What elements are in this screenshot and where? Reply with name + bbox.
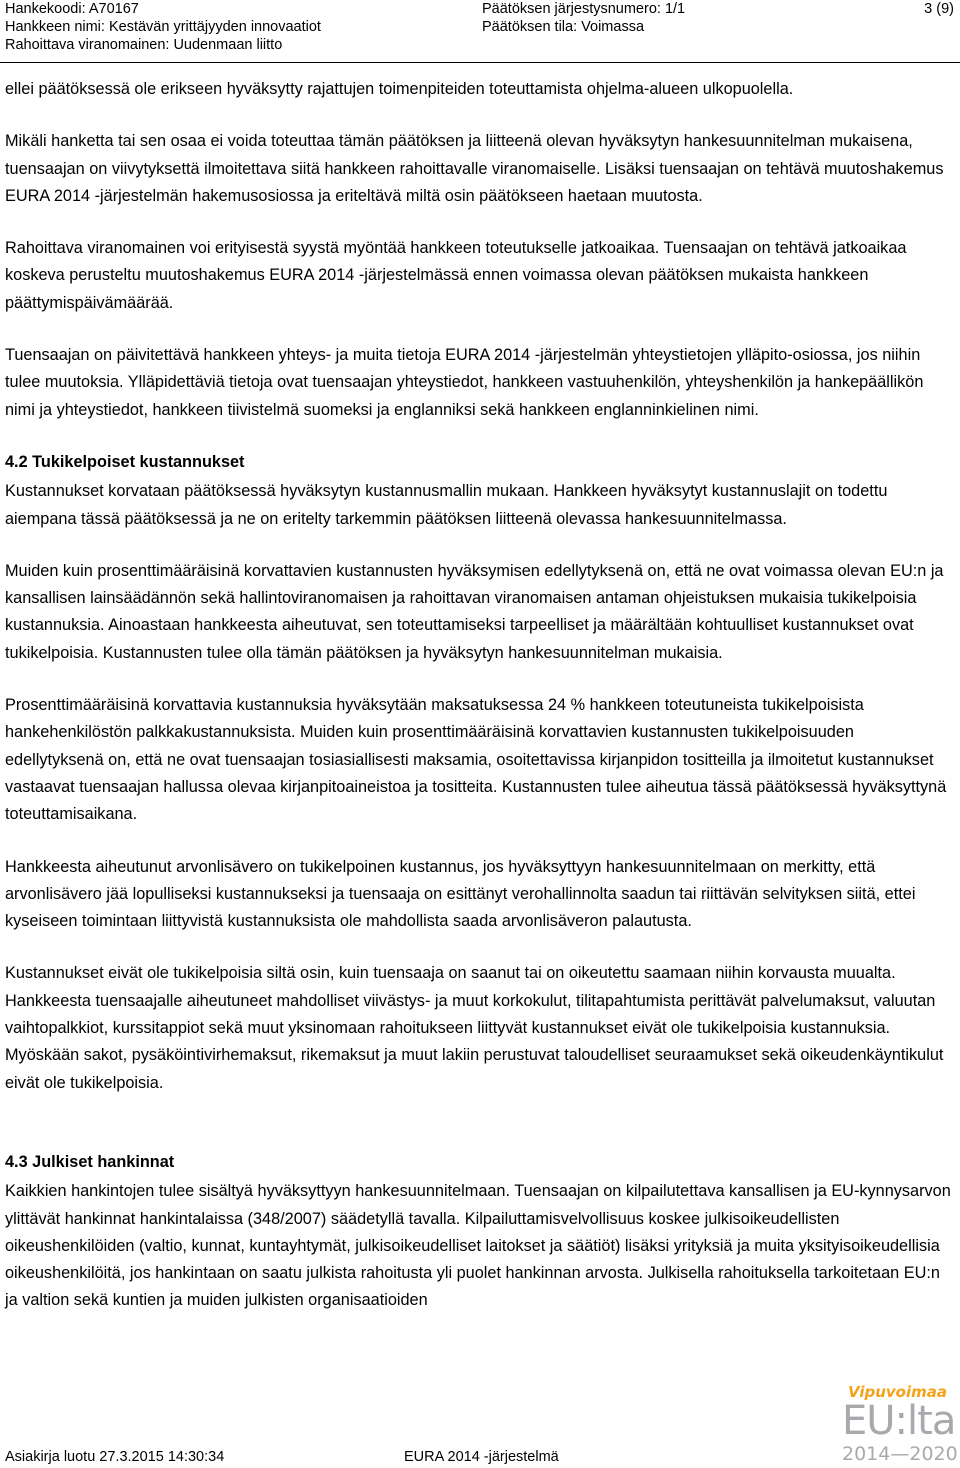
project-code: Hankekoodi: A70167 — [5, 1, 139, 17]
funding-authority: Rahoittava viranomainen: Uudenmaan liitto — [5, 37, 283, 53]
project-name: Hankkeen nimi: Kestävän yrittäjyyden innovaatiot — [5, 19, 321, 35]
paragraph: Mikäli hanketta tai sen osaa ei voida toteuttaa tämän päätöksen ja liitteenä olevan hyväksytyn hankesuunnitelman mukaisena, tuensaajan on viivytyksettä ilmoitettava siitä hankkeen rahoittavalle viranomaiselle. Lisäksi tuensaajan on tehtävä muutoshakemus EURA 2014 -järjestelmän hakemusosiossa ja eriteltävä miltä osin päätökseen haetaan muutosta. — [5, 132, 944, 205]
logo-tagline: Vipuvoimaa — [848, 1383, 948, 1401]
paragraph: Rahoittava viranomainen voi erityisestä syystä myöntää hankkeen toteutukselle jatkoaikaa. Tuensaajan on tehtävä jatkoaikaa koskeva perusteltu muutoshakemus EURA 2014 -järjestelmässä ennen voimassa olevan päätöksen mukaista hankkeen päättymispäivämäärää. — [5, 239, 907, 312]
eu-funding-logo — [830, 1383, 958, 1467]
paragraph: ellei päätöksessä ole erikseen hyväksytty rajattujen toimenpiteiden toteuttamista ohjelma-alueen ulkopuolella. — [5, 80, 794, 98]
document-body — [5, 76, 955, 1340]
paragraph: Kustannukset korvataan päätöksessä hyväksytyn kustannusmallin mukaan. Hankkeen hyväksytyt kustannuslajit on todettu aiempana tässä päätöksessä ja ne on eritelty tarkemmin päätöksen liitteenä olevassa hankesuunnitelmassa. — [5, 482, 888, 528]
paragraph: Kustannukset eivät ole tukikelpoisia siltä osin, kuin tuensaaja on saanut tai on oikeutettu saamaan niihin korvausta muualta. Hankkeesta tuensaajalle aiheutuneet mahdolliset viivästys- ja muut korkokulut, tilitapahtumista perittävät palvelumaksut, valuutan vaihtopalkkiot, kurssitappiot sekä muut yksinomaan rahoitukseen liittyvät kustannukset eivät ole tukikelpoisia kustannuksia. Myöskään sakot, pysäköintivirhemaksut, rikemaksut ja muut lakiin perustuvat taloudelliset seuraamukset sekä oikeudenkäyntikulut eivät ole tukikelpoisia. — [5, 964, 944, 1092]
paragraph: Hankkeesta aiheutunut arvonlisävero on tukikelpoinen kustannus, jos hyväksyttyyn hankesuunnitelmaan on merkitty, että arvonlisävero jää lopulliseksi kustannukseksi ja tuensaaja on esittänyt verohallinnolta saadun tai riittävän selvityksen siitä, ettei kyseiseen toimintaan liittyvistä kustannuksista ole mahdollista saada arvonlisäveron palautusta. — [5, 857, 916, 931]
decision-number: Päätöksen järjestysnumero: 1/1 — [482, 1, 686, 17]
page-number: 3 (9) — [924, 1, 954, 17]
header-left — [5, 0, 321, 54]
logo-eu: EU:lta — [842, 1398, 956, 1444]
logo-years: 2014—2020 — [842, 1443, 958, 1465]
header-mid — [482, 0, 685, 36]
paragraph: Kaikkien hankintojen tulee sisältyä hyväksyttyyn hankesuunnitelmaan. Tuensaajan on kilpailutettava kansallisen ja EU-kynnysarvon ylittävät hankinnat hankintalaissa (348/2007) säädetyllä tavalla. Kilpailuttamisvelvollisuus koskee julkisoikeudellisten oikeushenkilöiden (valtio, kunnat, kuntayhtymät, julkisoikeudelliset laitokset ja säätiöt) lisäksi yrityksiä ja muita yksityisoikeudellisia oikeushenkilöitä, jos hankintaan on saatu julkista rahoitusta yli puolet hankinnan arvosta. Julkisella rahoituksella tarkoitetaan EU:n ja valtion sekä kuntien ja muiden julkisten organisaatioiden — [5, 1182, 951, 1310]
section-heading: 4.3 Julkiset hankinnat — [5, 1152, 175, 1171]
footer-created: Asiakirja luotu 27.3.2015 14:30:34 — [5, 1449, 225, 1465]
paragraph: Tuensaajan on päivitettävä hankkeen yhteys- ja muita tietoja EURA 2014 -järjestelmän yhteystietojen ylläpito-osiossa, jos niihin tulee muutoksia. Ylläpidettäviä tietoja ovat tuensaajan yhteystiedot, hankkeen vastuuhenkilön, yhteyshenkilön ja hankepäällikön nimi ja yhteystiedot, hankkeen tiivistelmä suomeksi ja englanniksi sekä hankkeen englanninkielinen nimi. — [5, 346, 924, 419]
paragraph: Prosenttimääräisinä korvattavia kustannuksia hyväksytään maksatuksessa 24 % hankkeen toteutuneista tukikelpoisista hankehenkilöstön palkkakustannuksista. Muiden kuin prosenttimääräisinä korvattavien kustannusten tukikelpoisuuden edellytyksenä on, että ne ovat tuensaajan tosiasiallisesti maksamia, osoitettavissa kirjanpidon tositteilla ja ilmoitetut kustannukset vastaavat tuensaajan hallussa olevaa kirjanpitoaineistoa ja tositteita. Kustannusten tulee aiheutua tässä päätöksessä hyväksyttynä toteuttamisaikana. — [5, 696, 947, 824]
footer-system: EURA 2014 -järjestelmä — [404, 1449, 559, 1465]
decision-status: Päätöksen tila: Voimassa — [482, 19, 645, 35]
paragraph: Muiden kuin prosenttimääräisinä korvattavien kustannusten hyväksymisen edellytyksenä on, että ne ovat voimassa olevan EU:n ja kansallisen lainsäädännön sekä hallintoviranomaisen ja rahoittavan viranomaisen antaman ohjeistuksen mukaisia tukikelpoisia kustannuksia. Ainoastaan hankkeesta aiheutuvat, sen toteuttamiseksi tarpeelliset ja määrältään kohtuulliset kustannukset ovat tukikelpoisia. Kustannusten tulee olla tämän päätöksen ja hyväksytyn hankesuunnitelman mukaisia. — [5, 561, 944, 662]
section-heading: 4.2 Tukikelpoiset kustannukset — [5, 452, 245, 471]
header-divider — [0, 62, 960, 63]
